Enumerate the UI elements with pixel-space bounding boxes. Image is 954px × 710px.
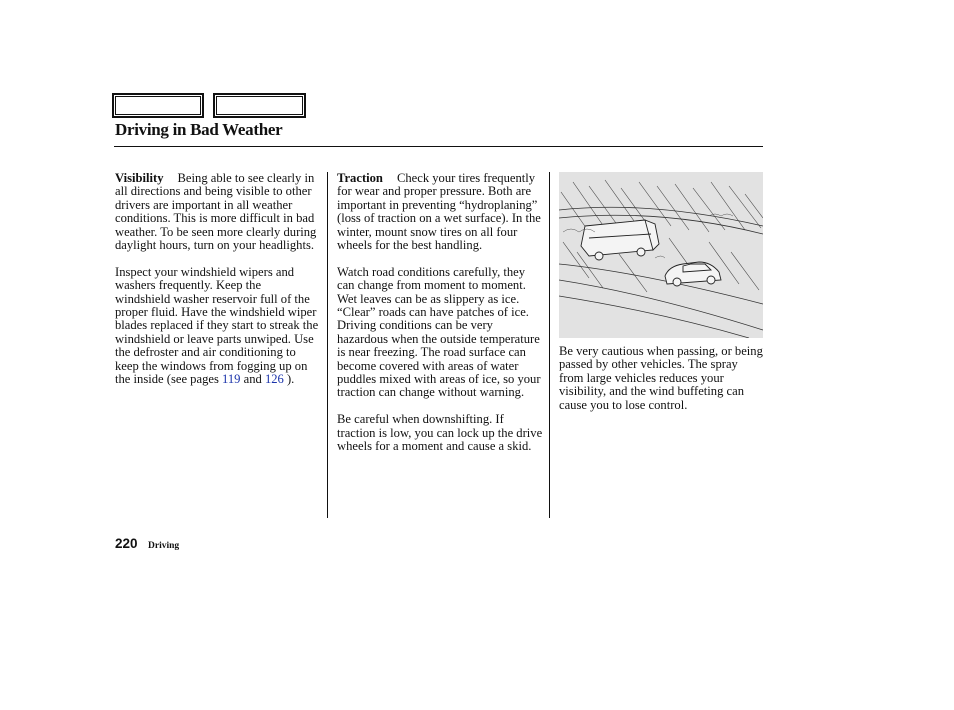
column-left <box>115 172 319 400</box>
column-right <box>559 345 765 425</box>
visibility-paragraph <box>115 172 319 252</box>
header-tab-left <box>112 93 204 118</box>
visibility-heading: Visibility <box>115 171 164 185</box>
figure-caption: Be very cautious when passing, or being passed by other vehicles. The spray from large vehicles reduces your visibility, and the wind buffeting can cause you to lose control. <box>559 344 763 412</box>
page-link-126[interactable]: 126 <box>264 372 284 387</box>
section-name: Driving <box>148 541 180 551</box>
page-number: 220 <box>115 536 138 551</box>
column-divider <box>327 172 328 518</box>
traction-heading: Traction <box>337 171 383 185</box>
car-shape <box>665 262 721 286</box>
page-link-119[interactable]: 119 <box>222 372 241 387</box>
bad-weather-illustration <box>559 172 763 338</box>
rain-traffic-drawing <box>559 172 763 338</box>
truck-shape <box>581 220 659 260</box>
wipers-end: ). <box>283 372 295 387</box>
column-middle <box>337 172 543 467</box>
column-divider <box>549 172 550 518</box>
wipers-text: Inspect your windshield wipers and washers frequently. Keep the windshield washer reservoir full of the proper fluid. Have the windshield wiper blades replaced if they start to streak the windshield or leave parts unwiped. Use the defroster and air conditioning to keep the windows from fogging up on the inside (see pages <box>115 264 319 387</box>
title-rule <box>114 146 763 147</box>
wipers-paragraph <box>115 266 319 387</box>
visibility-text: Being able to see clearly in all directions and being visible to other drivers are important in all weather conditions. This is more difficult in bad weather. To be seen more clearly during daylight hours, turn on your headlights. <box>115 171 317 253</box>
road-conditions-paragraph: Watch road conditions carefully, they can change from moment to moment. Wet leaves can be as slippery as ice. “Clear” roads can have patches of ice. Driving conditions can be very hazardous when the outside temperature is near freezing. The road surface can become covered with areas of water puddles mixed with areas of ice, so your traction can change without warning. <box>337 264 541 400</box>
header-tab-right <box>213 93 306 118</box>
page-title: Driving in Bad Weather <box>115 120 283 139</box>
traction-text: Check your tires frequently for wear and proper pressure. Both are important in preventing “hydroplaning” (loss of traction on a wet surface). In the winter, mount snow tires on all four wheels for the best handling. <box>337 171 541 253</box>
wipers-and: and <box>240 372 265 387</box>
downshift-paragraph: Be careful when downshifting. If traction is low, you can lock up the drive wheels for a moment and cause a skid. <box>337 412 543 454</box>
traction-paragraph <box>337 172 543 252</box>
